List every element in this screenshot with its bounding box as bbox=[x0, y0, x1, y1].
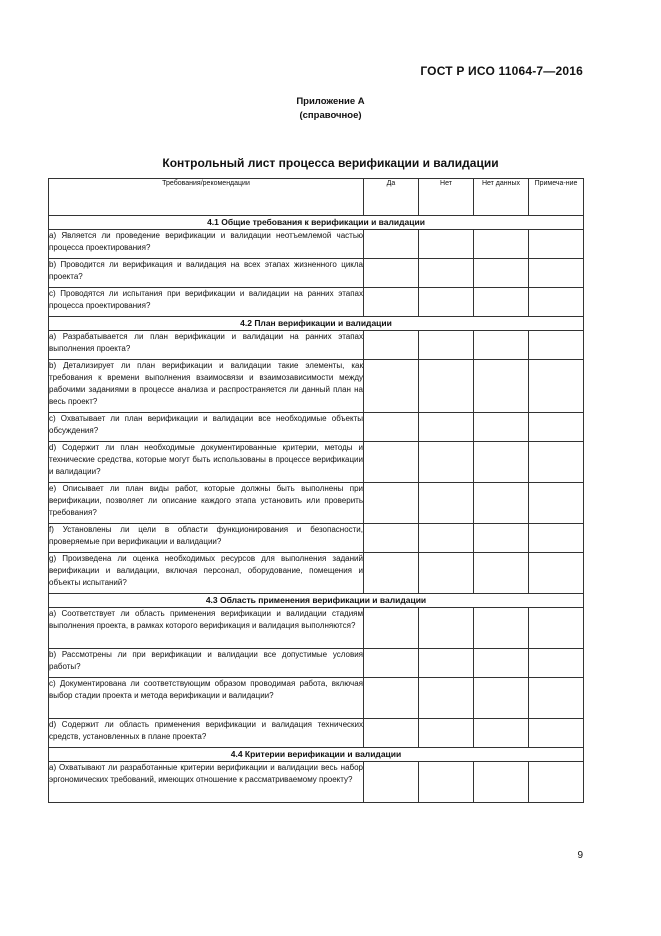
no-cell[interactable] bbox=[419, 442, 474, 483]
section-title: 4.1 Общие требования к верификации и валидации bbox=[49, 216, 584, 230]
table-row bbox=[49, 442, 584, 483]
section-row bbox=[49, 317, 584, 331]
table-row bbox=[49, 360, 584, 413]
no-cell[interactable] bbox=[419, 331, 474, 360]
note-cell[interactable] bbox=[529, 524, 584, 553]
yes-cell[interactable] bbox=[364, 719, 419, 748]
yes-cell[interactable] bbox=[364, 331, 419, 360]
table-row bbox=[49, 524, 584, 553]
no-data-cell[interactable] bbox=[474, 288, 529, 317]
appendix-heading bbox=[0, 95, 661, 123]
note-cell[interactable] bbox=[529, 413, 584, 442]
note-cell[interactable] bbox=[529, 331, 584, 360]
table-row bbox=[49, 230, 584, 259]
requirement-text: b) Рассмотрены ли при верификации и валидации все допустимые условия работы? bbox=[49, 649, 364, 678]
section-title: 4.4 Критерии верификации и валидации bbox=[49, 748, 584, 762]
note-cell[interactable] bbox=[529, 649, 584, 678]
requirement-text: с) Документирована ли соответствующим образом проводимая работа, включая выбор стадии проекта и метода верификации и валидации? bbox=[49, 678, 364, 719]
note-cell[interactable] bbox=[529, 442, 584, 483]
table-row bbox=[49, 553, 584, 594]
requirement-text: е) Описывает ли план виды работ, которые должны быть выполнены при верификации, позволяет ли описание каждого этапа установить или проверить требования? bbox=[49, 483, 364, 524]
no-cell[interactable] bbox=[419, 524, 474, 553]
no-cell[interactable] bbox=[419, 762, 474, 803]
no-data-cell[interactable] bbox=[474, 719, 529, 748]
requirement-text: а) Охватывают ли разработанные критерии верификации и валидации весь набор эргономических требований, имеющих отношение к рассматриваемому проекту? bbox=[49, 762, 364, 803]
section-title: 4.3 Область применения верификации и валидации bbox=[49, 594, 584, 608]
note-cell[interactable] bbox=[529, 719, 584, 748]
no-cell[interactable] bbox=[419, 608, 474, 649]
col-header-requirements: Требования/рекомендации bbox=[49, 179, 364, 216]
note-cell[interactable] bbox=[529, 360, 584, 413]
no-data-cell[interactable] bbox=[474, 762, 529, 803]
requirement-text: а) Разрабатывается ли план верификации и валидации на ранних этапах выполнения проекта? bbox=[49, 331, 364, 360]
requirement-text: а) Соответствует ли область применения верификации и валидации стадиям выполнения проекта, в рамках которого верификация и валидация выполняются? bbox=[49, 608, 364, 649]
note-cell[interactable] bbox=[529, 678, 584, 719]
yes-cell[interactable] bbox=[364, 413, 419, 442]
no-data-cell[interactable] bbox=[474, 553, 529, 594]
requirement-text: b) Детализирует ли план верификации и валидации такие элементы, как требования к времени выполнения взаимосвязи и взаимозависимости между рабочими заданиями в процессе анализа и распространяется ли данный план на весь проект? bbox=[49, 360, 364, 413]
no-data-cell[interactable] bbox=[474, 608, 529, 649]
note-cell[interactable] bbox=[529, 230, 584, 259]
table-row bbox=[49, 649, 584, 678]
col-header-note: Примеча-ние bbox=[529, 179, 584, 216]
no-cell[interactable] bbox=[419, 230, 474, 259]
no-data-cell[interactable] bbox=[474, 230, 529, 259]
requirement-text: g) Произведена ли оценка необходимых ресурсов для выполнения заданий верификации и валидации, включая персонал, оборудование, помещения и объекты испытаний? bbox=[49, 553, 364, 594]
col-header-no: Нет bbox=[419, 179, 474, 216]
yes-cell[interactable] bbox=[364, 360, 419, 413]
table-row bbox=[49, 608, 584, 649]
table-row bbox=[49, 413, 584, 442]
table-row bbox=[49, 331, 584, 360]
note-cell[interactable] bbox=[529, 288, 584, 317]
no-data-cell[interactable] bbox=[474, 331, 529, 360]
no-data-cell[interactable] bbox=[474, 524, 529, 553]
page-number: 9 bbox=[577, 850, 583, 861]
no-cell[interactable] bbox=[419, 413, 474, 442]
yes-cell[interactable] bbox=[364, 483, 419, 524]
checklist-title: Контрольный лист процесса верификации и валидации bbox=[162, 156, 499, 170]
no-data-cell[interactable] bbox=[474, 413, 529, 442]
no-cell[interactable] bbox=[419, 288, 474, 317]
yes-cell[interactable] bbox=[364, 524, 419, 553]
no-cell[interactable] bbox=[419, 259, 474, 288]
requirement-text: b) Проводится ли верификация и валидация на всех этапах жизненного цикла проекта? bbox=[49, 259, 364, 288]
yes-cell[interactable] bbox=[364, 608, 419, 649]
note-cell[interactable] bbox=[529, 762, 584, 803]
requirement-text: с) Охватывает ли план верификации и валидации все необходимые объекты обсуждения? bbox=[49, 413, 364, 442]
note-cell[interactable] bbox=[529, 553, 584, 594]
yes-cell[interactable] bbox=[364, 288, 419, 317]
no-data-cell[interactable] bbox=[474, 259, 529, 288]
requirement-text: f) Установлены ли цели в области функционирования и безопасности, проверяемые при верификации и валидации? bbox=[49, 524, 364, 553]
table-row bbox=[49, 259, 584, 288]
table-row bbox=[49, 288, 584, 317]
no-cell[interactable] bbox=[419, 678, 474, 719]
requirement-text: а) Является ли проведение верификации и валидации неотъемлемой частью процесса проектирования? bbox=[49, 230, 364, 259]
no-data-cell[interactable] bbox=[474, 442, 529, 483]
document-code: ГОСТ Р ИСО 11064-7—2016 bbox=[420, 64, 583, 78]
yes-cell[interactable] bbox=[364, 442, 419, 483]
requirement-text: d) Содержит ли план необходимые документированные критерии, методы и технические средства, которые могут быть использованы в процессе верификации и валидации? bbox=[49, 442, 364, 483]
no-data-cell[interactable] bbox=[474, 483, 529, 524]
requirement-text: с) Проводятся ли испытания при верификации и валидации на ранних этапах процесса проектирования? bbox=[49, 288, 364, 317]
section-row bbox=[49, 748, 584, 762]
no-data-cell[interactable] bbox=[474, 649, 529, 678]
note-cell[interactable] bbox=[529, 259, 584, 288]
no-data-cell[interactable] bbox=[474, 678, 529, 719]
yes-cell[interactable] bbox=[364, 649, 419, 678]
no-cell[interactable] bbox=[419, 360, 474, 413]
yes-cell[interactable] bbox=[364, 762, 419, 803]
requirement-text: d) Содержит ли область применения верификации и валидация технических средств, установленных в плане проекта? bbox=[49, 719, 364, 748]
no-cell[interactable] bbox=[419, 649, 474, 678]
table-header-row bbox=[49, 179, 584, 216]
no-cell[interactable] bbox=[419, 553, 474, 594]
table-row bbox=[49, 719, 584, 748]
appendix-title: Приложение А bbox=[296, 96, 365, 107]
col-header-yes: Да bbox=[364, 179, 419, 216]
section-row bbox=[49, 216, 584, 230]
yes-cell[interactable] bbox=[364, 230, 419, 259]
yes-cell[interactable] bbox=[364, 259, 419, 288]
appendix-subtitle: (справочное) bbox=[299, 110, 362, 121]
note-cell[interactable] bbox=[529, 608, 584, 649]
table-row bbox=[49, 678, 584, 719]
yes-cell[interactable] bbox=[364, 553, 419, 594]
checklist-table bbox=[48, 178, 584, 803]
col-header-no-data: Нет данных bbox=[474, 179, 529, 216]
no-cell[interactable] bbox=[419, 483, 474, 524]
yes-cell[interactable] bbox=[364, 678, 419, 719]
no-cell[interactable] bbox=[419, 719, 474, 748]
table-row bbox=[49, 762, 584, 803]
section-row bbox=[49, 594, 584, 608]
section-title: 4.2 План верификации и валидации bbox=[49, 317, 584, 331]
table-row bbox=[49, 483, 584, 524]
no-data-cell[interactable] bbox=[474, 360, 529, 413]
note-cell[interactable] bbox=[529, 483, 584, 524]
